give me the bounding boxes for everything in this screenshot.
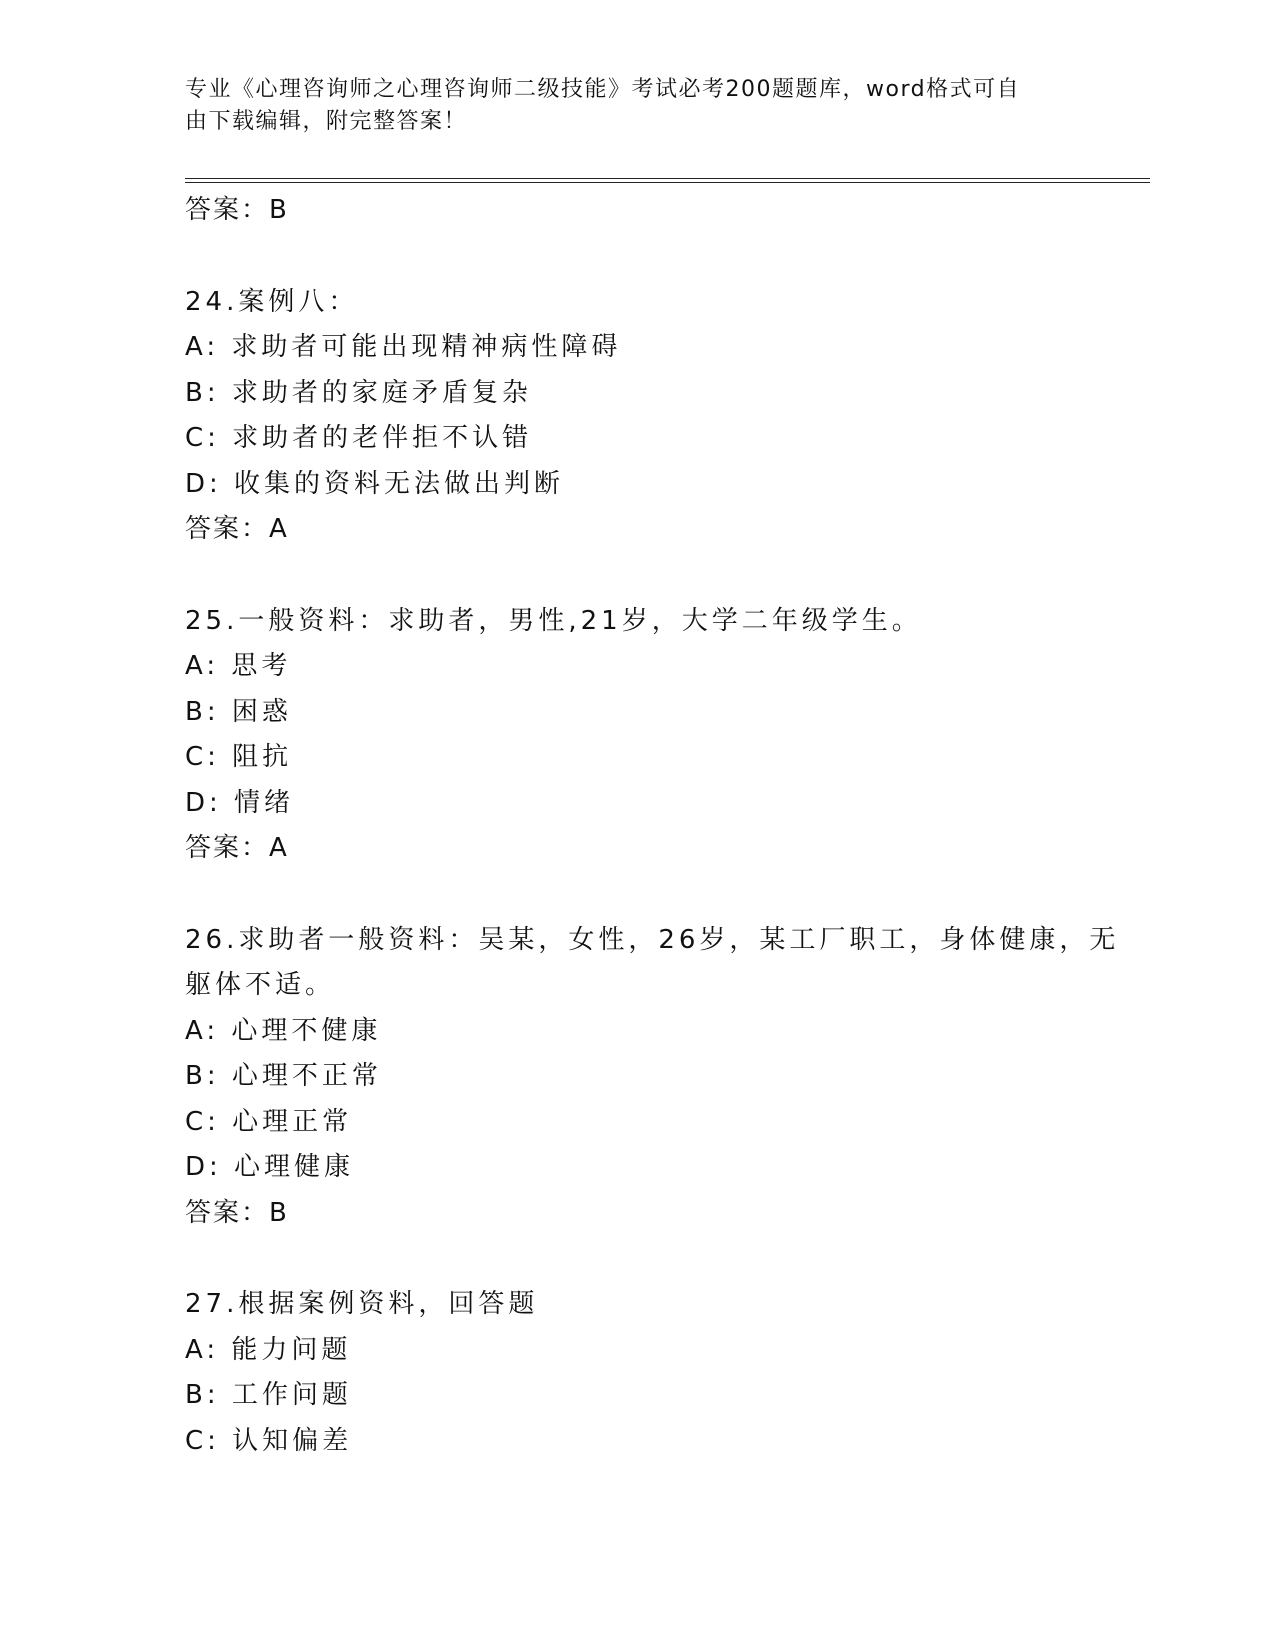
question-25 xyxy=(185,599,1085,872)
option-b: B: 求助者的家庭矛盾复杂 xyxy=(185,377,532,408)
header-line-1: 专业《心理咨询师之心理咨询师二级技能》考试必考200题题库，word格式可自 xyxy=(185,77,1021,102)
option-a: A: 能力问题 xyxy=(185,1334,352,1365)
option-b: B: 心理不正常 xyxy=(185,1061,382,1091)
question-26 xyxy=(185,918,1120,1237)
option-b: B: 工作问题 xyxy=(185,1380,352,1410)
answer-line: 答案：B xyxy=(185,1197,289,1228)
option-b: B: 困惑 xyxy=(185,696,292,727)
option-c: C: 阻抗 xyxy=(185,742,293,772)
header-line-2: 由下载编辑，附完整答案！ xyxy=(185,109,468,134)
answer-line: 答案：A xyxy=(185,833,289,863)
answer-line: 答案：B xyxy=(185,195,289,225)
answer-line: 答案：A xyxy=(185,514,289,544)
spacer xyxy=(185,1236,1085,1282)
option-d: D: 心理健康 xyxy=(185,1152,355,1182)
spacer xyxy=(185,553,1085,599)
option-a: A: 心理不健康 xyxy=(185,1015,382,1046)
question-27 xyxy=(185,1282,1085,1464)
question-title: 24.案例八： xyxy=(185,286,359,317)
spacer xyxy=(185,872,1085,918)
question-title: 27.根据案例资料，回答题 xyxy=(185,1289,539,1319)
option-c: C: 心理正常 xyxy=(185,1106,353,1137)
question-list xyxy=(185,188,1120,1464)
option-a: A: 求助者可能出现精神病性障碍 xyxy=(185,332,622,362)
question-title: 25.一般资料：求助者，男性,21岁，大学二年级学生。 xyxy=(185,605,922,636)
question-title-line-2: 躯体不适。 xyxy=(185,970,336,1000)
option-d: D: 收集的资料无法做出判断 xyxy=(185,468,565,499)
question-24 xyxy=(185,280,1085,553)
header-divider xyxy=(185,178,1150,183)
option-d: D: 情绪 xyxy=(185,787,295,818)
question-title-line-1: 26.求助者一般资料：吴某，女性，26岁，某工厂职工，身体健康，无 xyxy=(185,924,1120,955)
option-a: A: 思考 xyxy=(185,651,292,681)
spacer xyxy=(185,234,1085,280)
option-c: C: 认知偏差 xyxy=(185,1425,353,1456)
option-c: C: 求助者的老伴拒不认错 xyxy=(185,423,533,453)
page-header xyxy=(185,74,1085,138)
